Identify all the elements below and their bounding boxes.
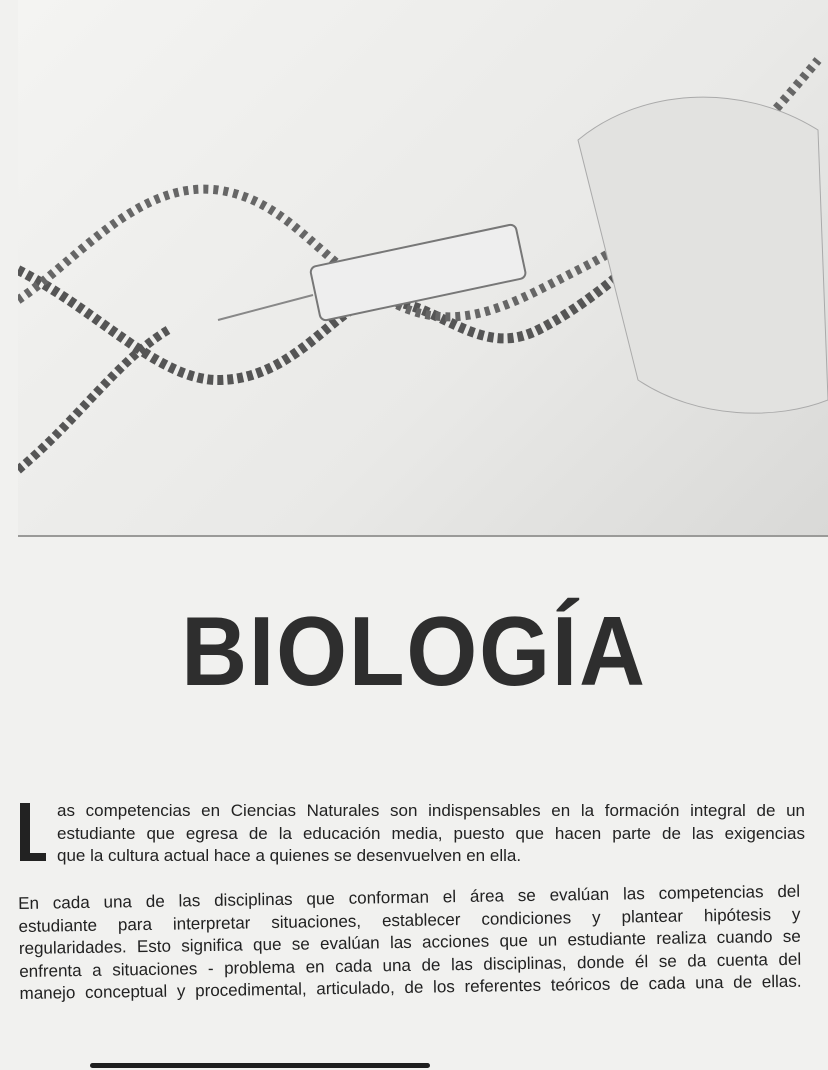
page-title: BIOLOGÍA — [181, 596, 647, 706]
syringe-icon — [218, 224, 527, 321]
text-line: estudiante que egresa de la educación media, puesto que hacen parte de las exigencias — [57, 823, 805, 843]
text-line: regularidades. Esto significa que se evalúan las acciones que un estudiante realiza cuando se — [18, 926, 801, 958]
divider — [90, 1063, 430, 1068]
text-line: que la cultura actual hace a quienes se desenvuelven en ella. — [57, 846, 522, 865]
text-line: estudiante para interpretar situaciones, establecer condiciones y plantear hipótesis y — [18, 904, 801, 936]
text-line: manejo conceptual y procedimental, articulado, de los referentes teóricos de cada una de ellas. — [19, 971, 802, 1003]
dna-helix-icon — [18, 0, 828, 535]
text-line: enfrenta a situaciones - problema en cada una de las disciplinas, donde él se da cuenta del — [19, 949, 802, 981]
text-line: En cada una de las disciplinas que conforman el área se evalúan las competencias del — [18, 881, 801, 913]
intro-paragraph — [57, 800, 805, 868]
body-paragraph — [18, 881, 802, 1006]
text-line: as competencias en Ciencias Naturales son indispensables en la formación integral de un — [57, 801, 805, 820]
dna-syringe-photo — [18, 0, 828, 537]
drop-cap — [20, 803, 46, 861]
